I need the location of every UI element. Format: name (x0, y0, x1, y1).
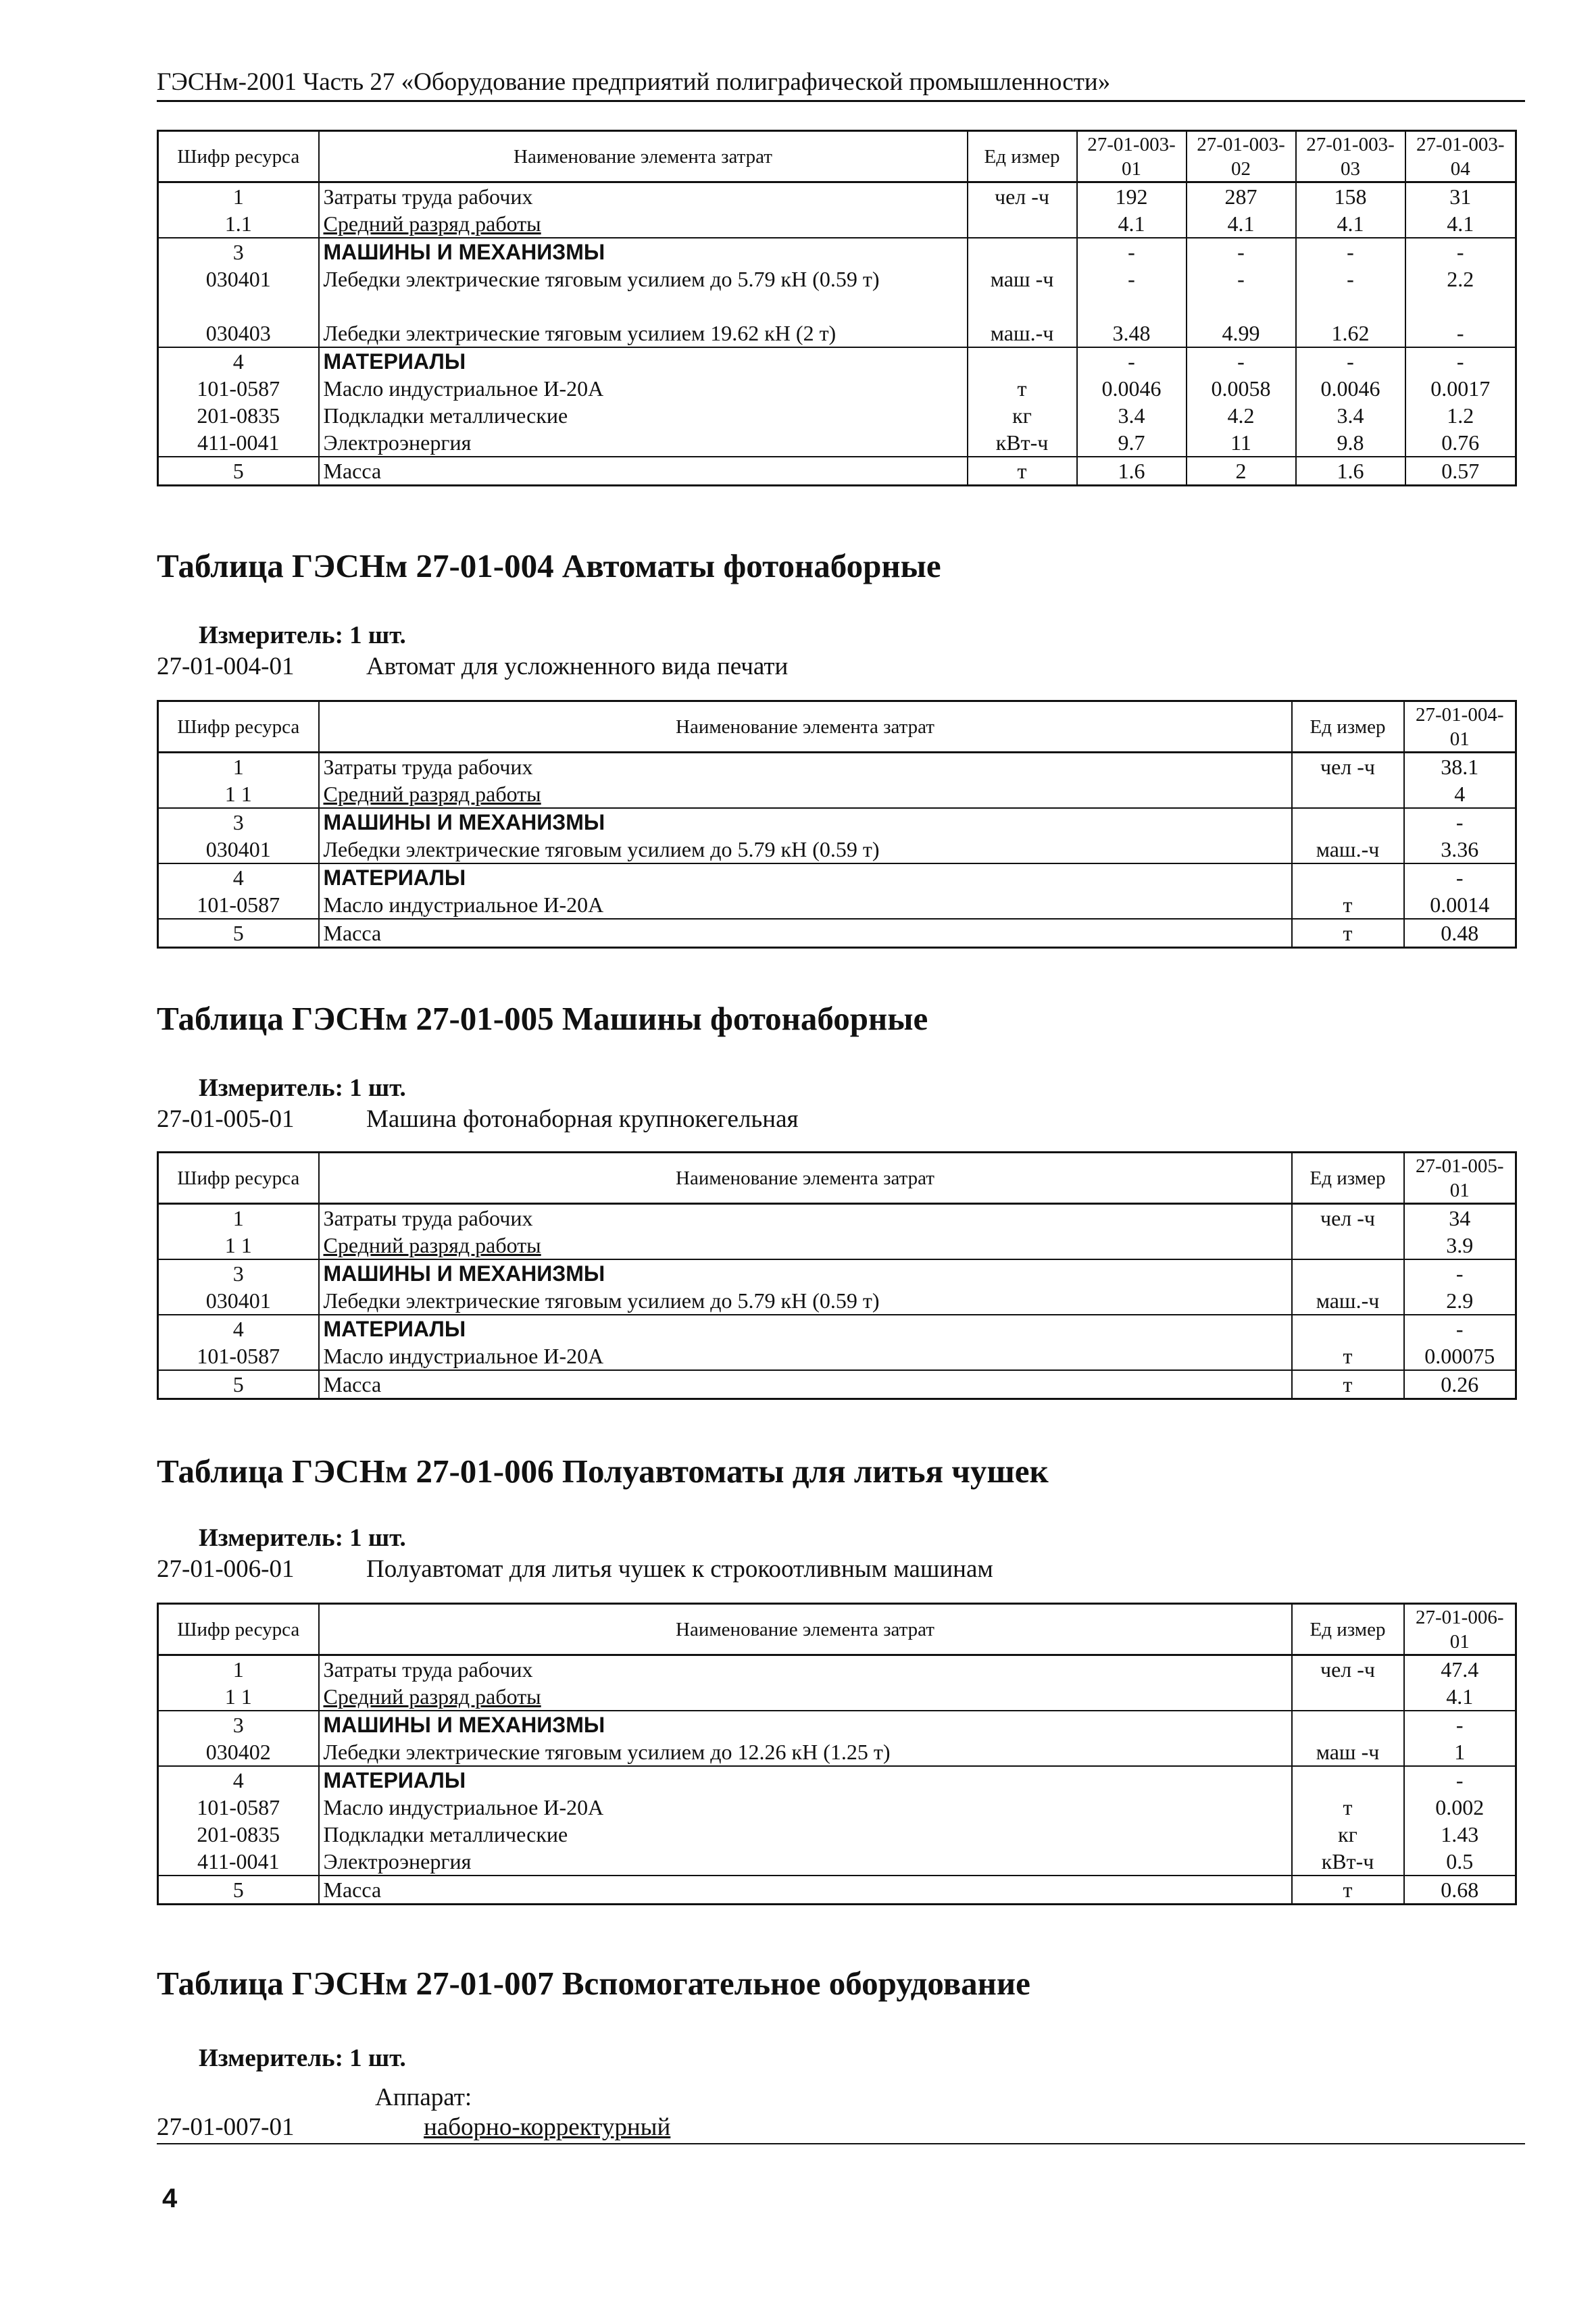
value: 4.1 (1077, 210, 1187, 238)
cost-element: Подкладки металлические (319, 402, 968, 429)
value: 3.48 (1077, 320, 1187, 347)
value: 31 (1405, 182, 1516, 211)
value: 0.00075 (1404, 1342, 1516, 1370)
value: 2.9 (1404, 1287, 1516, 1315)
cost-element: Лебедки электрические тяговым усилием до 5.79 кН (0.59 т) (319, 836, 1292, 863)
value: 0.57 (1405, 457, 1516, 486)
header-name: Наименование элемента затрат (319, 131, 968, 182)
unit: кВт-ч (1292, 1848, 1404, 1876)
table-row (158, 210, 1516, 238)
table-row (158, 1232, 1516, 1259)
value: 158 (1296, 182, 1405, 211)
value: - (1404, 863, 1516, 891)
item-name: Автомат для усложненного вида печати (366, 653, 789, 680)
value: - (1404, 1259, 1516, 1287)
table-row (158, 1794, 1516, 1821)
table-row (158, 347, 1516, 375)
cost-element: Затраты труда рабочих (319, 182, 968, 211)
value: - (1077, 238, 1187, 266)
item-code: 27-01-006-01 (157, 1555, 295, 1583)
value: - (1404, 1766, 1516, 1794)
section-heading: МАТЕРИАЛЫ (319, 863, 1292, 891)
resource-code: 201-0835 (158, 402, 319, 429)
resource-code: 411-0041 (158, 1848, 319, 1876)
unit (1292, 863, 1404, 891)
value: - (1296, 347, 1405, 375)
table-row (158, 238, 1516, 266)
value: - (1405, 238, 1516, 266)
value: 4.1 (1187, 210, 1296, 238)
value: 47.4 (1404, 1655, 1516, 1684)
value: 3.36 (1404, 836, 1516, 863)
cost-element: Электроэнергия (319, 429, 968, 457)
cost-element: Лебедки электрические тяговым усилием 19.62 кН (2 т) (319, 320, 968, 347)
resource-code: 1.1 (158, 210, 319, 238)
section-heading: МАТЕРИАЛЫ (319, 1766, 1292, 1794)
item-line (157, 1554, 993, 1585)
table-row (158, 863, 1516, 891)
item-name: Машина фотонаборная крупнокегельная (366, 1105, 799, 1133)
table-row (158, 429, 1516, 457)
header-code: Шифр ресурса (158, 1153, 319, 1204)
item-line (157, 2112, 1525, 2144)
value: 3.4 (1077, 402, 1187, 429)
cost-element: Средний разряд работы (319, 1232, 1292, 1259)
header-column: 27-01-006-01 (1404, 1604, 1516, 1655)
table-row (158, 375, 1516, 402)
value: 0.76 (1405, 429, 1516, 457)
unit (1292, 1259, 1404, 1287)
resource-code: 1 (158, 182, 319, 211)
value: 2 (1187, 457, 1296, 486)
cost-element: Лебедки электрические тяговым усилием до 5.79 кН (0.59 т) (319, 266, 968, 320)
unit: кг (1292, 1821, 1404, 1848)
resource-code: 1 1 (158, 1683, 319, 1711)
unit: т (1292, 919, 1404, 948)
resource-code: 101-0587 (158, 1794, 319, 1821)
header-unit: Ед измер (1292, 1604, 1404, 1655)
value: 0.48 (1404, 919, 1516, 948)
resource-code: 1 1 (158, 1232, 319, 1259)
table-title: Таблица ГЭСНм 27-01-006 Полуавтоматы для литья чушек (157, 1453, 1049, 1490)
resource-code: 4 (158, 863, 319, 891)
table-title: Таблица ГЭСНм 27-01-004 Автоматы фотонаборные (157, 547, 941, 584)
running-header: ГЭСНм-2001 Часть 27 «Оборудование предприятий полиграфической промышленности» (157, 66, 1525, 102)
item-line (157, 651, 788, 682)
cost-element: Затраты труда рабочих (319, 753, 1292, 781)
table-title: Таблица ГЭСНм 27-01-005 Машины фотонаборные (157, 1000, 928, 1037)
item-line (157, 1104, 799, 1135)
cost-element: Затраты труда рабочих (319, 1204, 1292, 1232)
unit: маш.-ч (1292, 836, 1404, 863)
measurer: Измеритель: 1 шт. (199, 2044, 406, 2072)
value: 1.62 (1296, 320, 1405, 347)
value: - (1404, 1315, 1516, 1342)
value: 4 (1404, 780, 1516, 808)
table-row (158, 891, 1516, 919)
value: 11 (1187, 429, 1296, 457)
value: - (1405, 347, 1516, 375)
unit: т (1292, 891, 1404, 919)
table-row (158, 780, 1516, 808)
value: 0.002 (1404, 1794, 1516, 1821)
header-name: Наименование элемента затрат (319, 1604, 1292, 1655)
measurer: Измеритель: 1 шт. (199, 622, 406, 649)
table-row (158, 182, 1516, 211)
header-column: 27-01-003-03 (1296, 131, 1405, 182)
section-heading: МАШИНЫ И МЕХАНИЗМЫ (319, 808, 1292, 836)
resource-code: 3 (158, 808, 319, 836)
item-name: Полуавтомат для литья чушек к строкоотливным машинам (366, 1555, 993, 1583)
value: 0.0046 (1077, 375, 1187, 402)
table-row (158, 1766, 1516, 1794)
value: 9.7 (1077, 429, 1187, 457)
table-row (158, 1655, 1516, 1684)
norm-table-005 (157, 1151, 1517, 1400)
header-column: 27-01-004-01 (1404, 701, 1516, 753)
value: - (1187, 238, 1296, 266)
value: - (1404, 1711, 1516, 1738)
header-unit: Ед измер (1292, 701, 1404, 753)
resource-code: 4 (158, 1315, 319, 1342)
table-row (158, 1370, 1516, 1399)
norm-table-006 (157, 1603, 1517, 1905)
resource-code: 1 (158, 1655, 319, 1684)
cost-element: Затраты труда рабочих (319, 1655, 1292, 1684)
resource-code: 4 (158, 1766, 319, 1794)
value: 192 (1077, 182, 1187, 211)
cost-element: Масло индустриальное И-20А (319, 1794, 1292, 1821)
value: 0.0017 (1405, 375, 1516, 402)
header-unit: Ед измер (1292, 1153, 1404, 1204)
cost-element: Средний разряд работы (319, 210, 968, 238)
table-row (158, 1259, 1516, 1287)
cost-element: Подкладки металлические (319, 1821, 1292, 1848)
value: 0.5 (1404, 1848, 1516, 1876)
resource-code: 030402 (158, 1738, 319, 1766)
unit: кВт-ч (968, 429, 1077, 457)
unit: чел -ч (1292, 1655, 1404, 1684)
resource-code: 030403 (158, 320, 319, 347)
resource-code: 101-0587 (158, 1342, 319, 1370)
value: 4.1 (1296, 210, 1405, 238)
value: 34 (1404, 1204, 1516, 1232)
value: 0.0046 (1296, 375, 1405, 402)
resource-code: 4 (158, 347, 319, 375)
cost-element: Лебедки электрические тяговым усилием до 12.26 кН (1.25 т) (319, 1738, 1292, 1766)
table-row (158, 266, 1516, 320)
table-row (158, 753, 1516, 781)
table-row (158, 1821, 1516, 1848)
header-unit: Ед измер (968, 131, 1077, 182)
value: 4.1 (1404, 1683, 1516, 1711)
table-row (158, 1287, 1516, 1315)
norm-table-004 (157, 700, 1517, 949)
resource-code: 101-0587 (158, 891, 319, 919)
value: - (1077, 266, 1187, 320)
table-row (158, 808, 1516, 836)
table-row (158, 1738, 1516, 1766)
value: 1.43 (1404, 1821, 1516, 1848)
value: - (1405, 320, 1516, 347)
value: 1.6 (1077, 457, 1187, 486)
value: 0.0014 (1404, 891, 1516, 919)
page-number: 4 (162, 2184, 178, 2213)
unit: чел -ч (1292, 1204, 1404, 1232)
table-row (158, 919, 1516, 948)
value: 0.0058 (1187, 375, 1296, 402)
table-title: Таблица ГЭСНм 27-01-007 Вспомогательное оборудование (157, 1965, 1030, 2002)
measurer: Измеритель: 1 шт. (199, 1524, 406, 1552)
unit (1292, 780, 1404, 808)
table-row (158, 1876, 1516, 1905)
resource-code: 030401 (158, 836, 319, 863)
unit: т (968, 375, 1077, 402)
header-name: Наименование элемента затрат (319, 701, 1292, 753)
cost-element: Средний разряд работы (319, 780, 1292, 808)
section-heading: МАТЕРИАЛЫ (319, 347, 968, 375)
header-column: 27-01-003-01 (1077, 131, 1187, 182)
table-row (158, 1711, 1516, 1738)
unit: т (1292, 1876, 1404, 1905)
resource-code: 030401 (158, 1287, 319, 1315)
value: 3.4 (1296, 402, 1405, 429)
table-row (158, 836, 1516, 863)
unit: кг (968, 402, 1077, 429)
value: 287 (1187, 182, 1296, 211)
unit (1292, 808, 1404, 836)
value: 38.1 (1404, 753, 1516, 781)
unit: маш -ч (968, 266, 1077, 320)
table-row (158, 402, 1516, 429)
unit: маш -ч (1292, 1738, 1404, 1766)
norm-table-003 (157, 130, 1517, 486)
unit (1292, 1711, 1404, 1738)
header-name: Наименование элемента затрат (319, 1153, 1292, 1204)
table-row (158, 1683, 1516, 1711)
cost-element: Масло индустриальное И-20А (319, 1342, 1292, 1370)
header-column: 27-01-003-04 (1405, 131, 1516, 182)
resource-code: 411-0041 (158, 429, 319, 457)
value: 1.2 (1405, 402, 1516, 429)
cost-element: Масса (319, 919, 1292, 948)
resource-code: 5 (158, 1370, 319, 1399)
table-row (158, 1848, 1516, 1876)
item-code: 27-01-007-01 (157, 2113, 295, 2141)
value: - (1296, 266, 1405, 320)
unit: маш.-ч (1292, 1287, 1404, 1315)
value: - (1077, 347, 1187, 375)
cost-element: Средний разряд работы (319, 1683, 1292, 1711)
cost-element: Масса (319, 457, 968, 486)
section-heading: МАШИНЫ И МЕХАНИЗМЫ (319, 1711, 1292, 1738)
section-heading: МАТЕРИАЛЫ (319, 1315, 1292, 1342)
unit (1292, 1315, 1404, 1342)
unit: т (1292, 1794, 1404, 1821)
resource-code: 5 (158, 919, 319, 948)
resource-code: 1 1 (158, 780, 319, 808)
section-heading: МАШИНЫ И МЕХАНИЗМЫ (319, 238, 968, 266)
section-heading: МАШИНЫ И МЕХАНИЗМЫ (319, 1259, 1292, 1287)
header-code: Шифр ресурса (158, 1604, 319, 1655)
unit (968, 210, 1077, 238)
table-row (158, 1204, 1516, 1232)
value: - (1296, 238, 1405, 266)
cost-element: Масса (319, 1876, 1292, 1905)
cost-element: Масло индустриальное И-20А (319, 891, 1292, 919)
unit: чел -ч (1292, 753, 1404, 781)
resource-code: 201-0835 (158, 1821, 319, 1848)
item-code: 27-01-005-01 (157, 1105, 295, 1133)
value: 4.2 (1187, 402, 1296, 429)
value: 3.9 (1404, 1232, 1516, 1259)
cost-element: Лебедки электрические тяговым усилием до 5.79 кН (0.59 т) (319, 1287, 1292, 1315)
cost-element: Электроэнергия (319, 1848, 1292, 1876)
measurer: Измеритель: 1 шт. (199, 1074, 406, 1102)
resource-code: 1 (158, 753, 319, 781)
header-column: 27-01-003-02 (1187, 131, 1296, 182)
cost-element: Масло индустриальное И-20А (319, 375, 968, 402)
value: 0.68 (1404, 1876, 1516, 1905)
unit (968, 347, 1077, 375)
value: 1.6 (1296, 457, 1405, 486)
value: 0.26 (1404, 1370, 1516, 1399)
table-row (158, 1315, 1516, 1342)
unit: чел -ч (968, 182, 1077, 211)
resource-code: 5 (158, 1876, 319, 1905)
header-column: 27-01-005-01 (1404, 1153, 1516, 1204)
value: 9.8 (1296, 429, 1405, 457)
unit (1292, 1683, 1404, 1711)
resource-code: 1 (158, 1204, 319, 1232)
value: - (1187, 266, 1296, 320)
table-row (158, 457, 1516, 486)
resource-code: 101-0587 (158, 375, 319, 402)
unit: маш.-ч (968, 320, 1077, 347)
unit (968, 238, 1077, 266)
cost-element: Масса (319, 1370, 1292, 1399)
item-name: наборно-корректурный (424, 2113, 671, 2141)
value: 1 (1404, 1738, 1516, 1766)
table-row (158, 1342, 1516, 1370)
value: - (1187, 347, 1296, 375)
unit (1292, 1766, 1404, 1794)
resource-code: 3 (158, 1259, 319, 1287)
resource-code: 5 (158, 457, 319, 486)
table-row (158, 320, 1516, 347)
item-code: 27-01-004-01 (157, 653, 295, 680)
resource-code: 3 (158, 238, 319, 266)
unit: т (968, 457, 1077, 486)
value: 4.99 (1187, 320, 1296, 347)
resource-code: 3 (158, 1711, 319, 1738)
unit: т (1292, 1342, 1404, 1370)
apparatus-label: Аппарат: (375, 2084, 472, 2111)
header-code: Шифр ресурса (158, 131, 319, 182)
unit (1292, 1232, 1404, 1259)
header-code: Шифр ресурса (158, 701, 319, 753)
value: - (1404, 808, 1516, 836)
resource-code: 030401 (158, 266, 319, 320)
value: 4.1 (1405, 210, 1516, 238)
value: 2.2 (1405, 266, 1516, 320)
unit: т (1292, 1370, 1404, 1399)
